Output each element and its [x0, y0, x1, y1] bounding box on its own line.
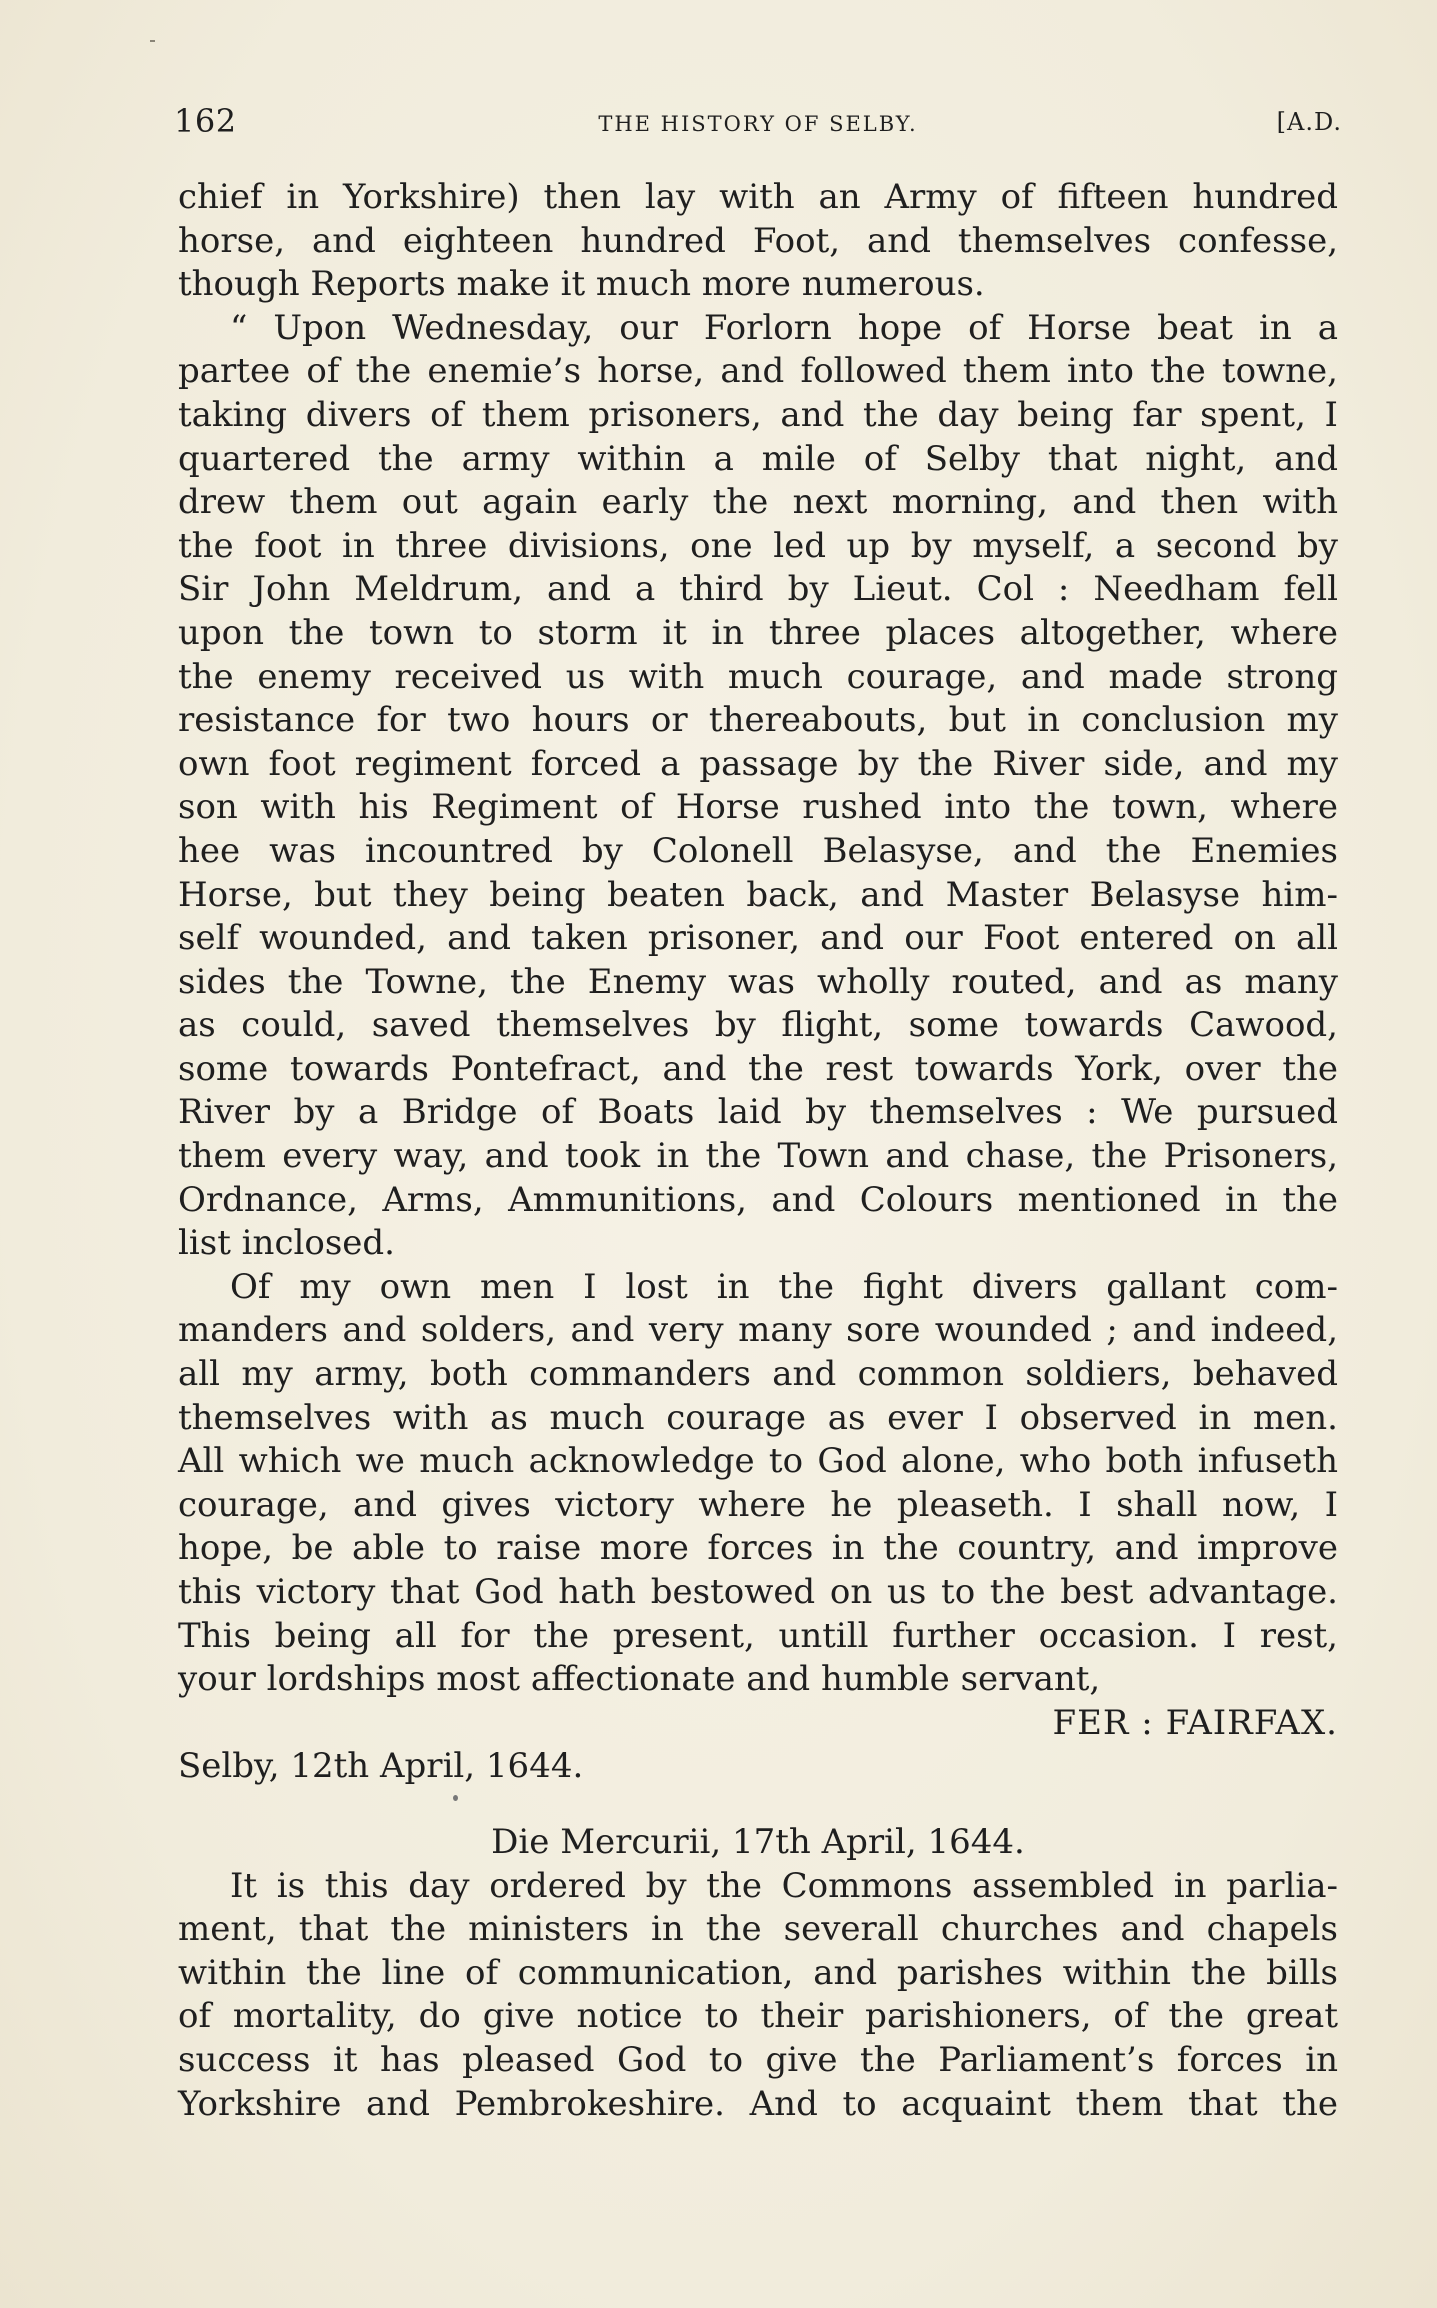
order-heading: Die Mercurii, 17th April, 1644.	[491, 1821, 1025, 1862]
text-line: manders and solders, and very many sore wounded ; and indeed,	[178, 1310, 1338, 1351]
text-line: hee was incountred by Colonell Belasyse, and the Enemies	[178, 830, 1338, 871]
text-line: upon the town to storm it in three places altogether, where	[178, 612, 1338, 653]
text-line: ment, that the ministers in the severall churches and chapels	[178, 1909, 1338, 1950]
text-line: your lordships most affectionate and humble servant,	[178, 1659, 1101, 1700]
text-line: It is this day ordered by the Commons assembled in parlia-	[230, 1865, 1338, 1906]
text-line: though Reports make it much more numerous.	[178, 264, 985, 305]
place-date: Selby, 12th April, 1644.	[178, 1746, 584, 1787]
text-line: success it has pleased God to give the Parliament’s forces in	[178, 2039, 1338, 2080]
text-line: “ Upon Wednesday, our Forlorn hope of Horse beat in a	[230, 307, 1338, 348]
text-line: Of my own men I lost in the fight divers gallant com-	[230, 1266, 1338, 1307]
text-line: resistance for two hours or thereabouts, but in conclusion my	[178, 700, 1338, 741]
page-header	[174, 102, 1342, 148]
text-line: the enemy received us with much courage, and made strong	[178, 656, 1338, 697]
text-line: partee of the enemie’s horse, and followed them into the towne,	[178, 351, 1338, 392]
text-line: Sir John Meldrum, and a third by Lieut. Col : Needham fell	[178, 569, 1338, 610]
text-line: some towards Pontefract, and the rest towards York, over the	[178, 1048, 1338, 1089]
ink-speck	[453, 1795, 458, 1801]
text-line: horse, and eighteen hundred Foot, and themselves confesse,	[178, 220, 1338, 261]
spacer	[178, 1789, 1338, 1821]
text-line: list inclosed.	[178, 1223, 395, 1264]
text-line: Horse, but they being beaten back, and Master Belasyse him-	[178, 874, 1338, 915]
signature: FER : FAIRFAX.	[1052, 1702, 1338, 1743]
text-line: sides the Towne, the Enemy was wholly routed, and as many	[178, 961, 1338, 1002]
text-line: This being all for the present, untill further occasion. I rest,	[178, 1615, 1338, 1656]
page-number: 162	[174, 102, 237, 140]
text-line: as could, saved themselves by flight, some towards Cawood,	[178, 1005, 1338, 1046]
text-line: taking divers of them prisoners, and the day being far spent, I	[178, 394, 1338, 435]
text-line: courage, and gives victory where he pleaseth. I shall now, I	[178, 1484, 1338, 1525]
running-title: THE HISTORY OF SELBY.	[598, 112, 918, 136]
text-line: All which we much acknowledge to God alone, who both infuseth	[178, 1441, 1338, 1482]
text-line: all my army, both commanders and common soldiers, behaved	[178, 1354, 1338, 1395]
text-line: son with his Regiment of Horse rushed into the town, where	[178, 787, 1338, 828]
text-line: Yorkshire and Pembrokeshire. And to acquaint them that the	[178, 2083, 1338, 2124]
body-text	[178, 176, 1338, 2126]
text-line: self wounded, and taken prisoner, and our Foot entered on all	[178, 918, 1338, 959]
text-line: own foot regiment forced a passage by the River side, and my	[178, 743, 1338, 784]
text-line: within the line of communication, and parishes within the bills	[178, 1952, 1338, 1993]
text-line: Ordnance, Arms, Ammunitions, and Colours mentioned in the	[178, 1179, 1338, 1220]
text-line: of mortality, do give notice to their parishioners, of the great	[178, 1996, 1338, 2037]
text-line: themselves with as much courage as ever I observed in men.	[178, 1397, 1338, 1438]
section-mark: [A.D.	[1276, 108, 1342, 136]
text-line: River by a Bridge of Boats laid by themselves : We pursued	[178, 1092, 1338, 1133]
text-line: them every way, and took in the Town and chase, the Prisoners,	[178, 1136, 1338, 1177]
text-line: the foot in three divisions, one led up by myself, a second by	[178, 525, 1338, 566]
text-line: quartered the army within a mile of Selby that night, and	[178, 438, 1338, 479]
text-line: drew them out again early the next morning, and then with	[178, 482, 1338, 523]
text-line: hope, be able to raise more forces in the country, and improve	[178, 1528, 1338, 1569]
text-line: chief in Yorkshire) then lay with an Army of fifteen hundred	[178, 177, 1338, 217]
text-line: this victory that God hath bestowed on us to the best advantage.	[178, 1572, 1338, 1612]
print-mark	[150, 40, 155, 42]
